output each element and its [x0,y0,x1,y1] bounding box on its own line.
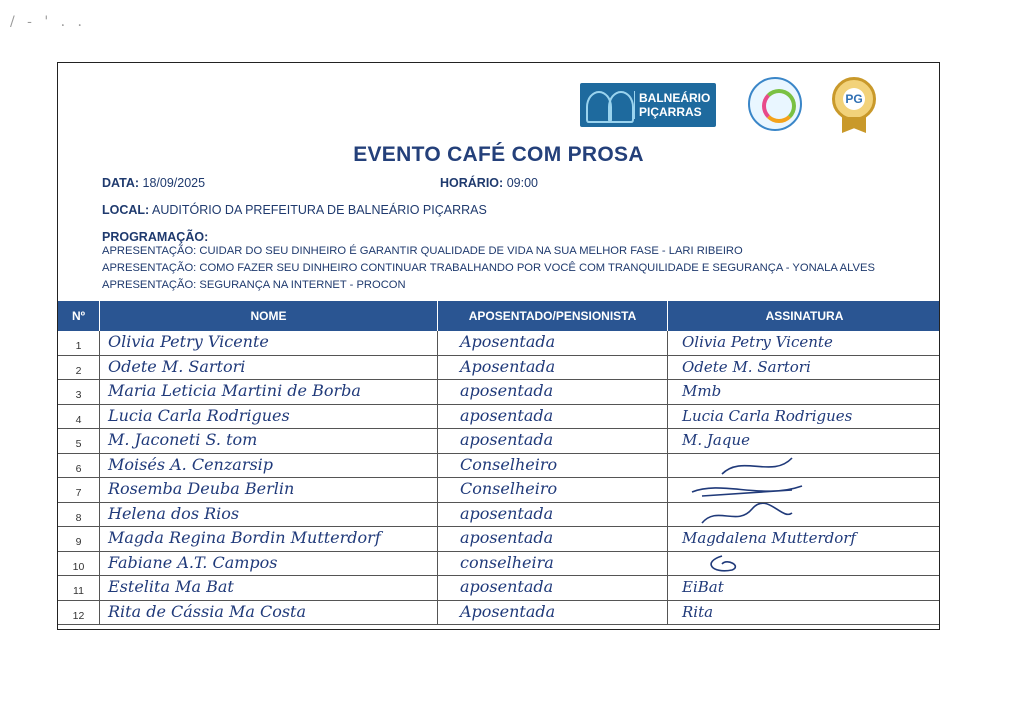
table-row [58,380,939,405]
time-line [440,176,538,190]
row-signature: Odete M. Sartori [682,357,811,376]
location-value: AUDITÓRIO DA PREFEITURA DE BALNEÁRIO PIÇARRAS [152,203,487,217]
table-row [58,331,939,356]
row-number: 5 [58,429,100,454]
row-name: Rosemba Deuba Berlin [100,478,438,503]
row-number: 8 [58,503,100,528]
date-value: 18/09/2025 [142,176,206,190]
logo-text-line-2: PIÇARRAS [639,105,702,119]
row-number: 1 [58,331,100,356]
row-name: Helena dos Rios [100,503,438,528]
table-header [58,301,939,331]
balneario-picarras-logo [580,83,716,127]
row-name: Estelita Ma Bat [100,576,438,601]
signature-scribble-icon [682,478,822,502]
row-number: 9 [58,527,100,552]
table-row [58,356,939,381]
seal-logo [828,77,880,137]
row-status: Aposentada [438,601,668,626]
row-name: Rita de Cássia Ma Costa [100,601,438,626]
signature-scribble-icon [682,454,812,478]
community-people-icon [748,77,802,131]
date-label: DATA: [102,176,140,190]
date-line [102,176,205,190]
row-status: aposentada [438,503,668,528]
column-header-name: NOME [100,301,438,331]
seal-text: PG [843,88,865,110]
row-signature: Olivia Petry Vicente [682,333,833,351]
row-number: 7 [58,478,100,503]
row-signature: Lucia Carla Rodrigues [682,406,853,425]
page-title: EVENTO CAFÉ COM PROSA [353,143,644,166]
row-signature [668,478,941,503]
row-status: aposentada [438,405,668,430]
row-number: 6 [58,454,100,479]
row-number: 3 [58,380,100,405]
row-signature [668,503,941,528]
row-status: Aposentada [438,331,668,356]
location-label: LOCAL: [102,203,150,217]
row-status: conselheira [438,552,668,577]
table-row [58,503,939,528]
row-number: 2 [58,356,100,381]
program-label [102,230,208,244]
table-row [58,478,939,503]
row-signature [668,454,941,479]
row-number: 4 [58,405,100,430]
row-status: aposentada [438,576,668,601]
presentation-1: APRESENTAÇÃO: CUIDAR DO SEU DINHEIRO É GARANTIR QUALIDADE DE VIDA NA SUA MELHOR FASE - LARI RIBEIRO [102,245,743,257]
ribbon-icon [842,117,866,133]
time-label: HORÁRIO: [440,176,504,190]
row-status: aposentada [438,380,668,405]
location-line [102,203,487,217]
row-status: aposentada [438,527,668,552]
row-name: Lucia Carla Rodrigues [100,405,438,430]
row-signature: M. Jaque [682,431,750,449]
shell-icon [584,85,634,125]
row-status: Conselheiro [438,478,668,503]
corner-mark: / - ' . . [10,14,86,30]
column-header-status: APOSENTADO/PENSIONISTA [438,301,668,331]
row-name: Magda Regina Bordin Mutterdorf [100,527,438,552]
row-number: 11 [58,576,100,601]
column-header-signature: ASSINATURA [765,309,844,323]
program-label-text: PROGRAMAÇÃO: [102,230,209,244]
row-name: M. Jaconeti S. tom [100,429,438,454]
row-name: Maria Leticia Martini de Borba [100,380,438,405]
table-body [58,331,939,625]
row-name: Moisés A. Cenzarsip [100,454,438,479]
table-row [58,552,939,577]
presentation-3: APRESENTAÇÃO: SEGURANÇA NA INTERNET - PROCON [102,279,406,291]
table-row [58,527,939,552]
presentation-2: APRESENTAÇÃO: COMO FAZER SEU DINHEIRO CONTINUAR TRABALHANDO POR VOCÊ COM TRANQUILIDADE E SEGURANÇA - YONALA ALVES [102,262,875,274]
row-status: aposentada [438,429,668,454]
row-signature: Mmb [682,382,722,400]
row-signature: Rita [682,602,714,621]
signature-scribble-icon [682,552,782,576]
row-name: Olivia Petry Vicente [100,331,438,356]
row-status: Aposentada [438,356,668,381]
row-signature: Magdalena Mutterdorf [682,529,856,547]
row-number: 12 [58,601,100,626]
row-signature [668,552,941,577]
row-name: Odete M. Sartori [100,356,438,381]
table-row [58,576,939,601]
signature-scribble-icon [682,503,802,527]
attendance-sheet [57,62,940,630]
time-value: 09:00 [506,176,538,190]
row-name: Fabiane A.T. Campos [100,552,438,577]
row-signature: EiBat [682,578,724,596]
logo-text-line-1: BALNEÁRIO [639,91,711,105]
column-header-number: Nº [58,301,100,331]
row-number: 10 [58,552,100,577]
table-row [58,454,939,479]
table-row [58,601,939,626]
balneario-logo-text [634,91,710,119]
table-row [58,429,939,454]
row-status: Conselheiro [438,454,668,479]
table-row [58,405,939,430]
